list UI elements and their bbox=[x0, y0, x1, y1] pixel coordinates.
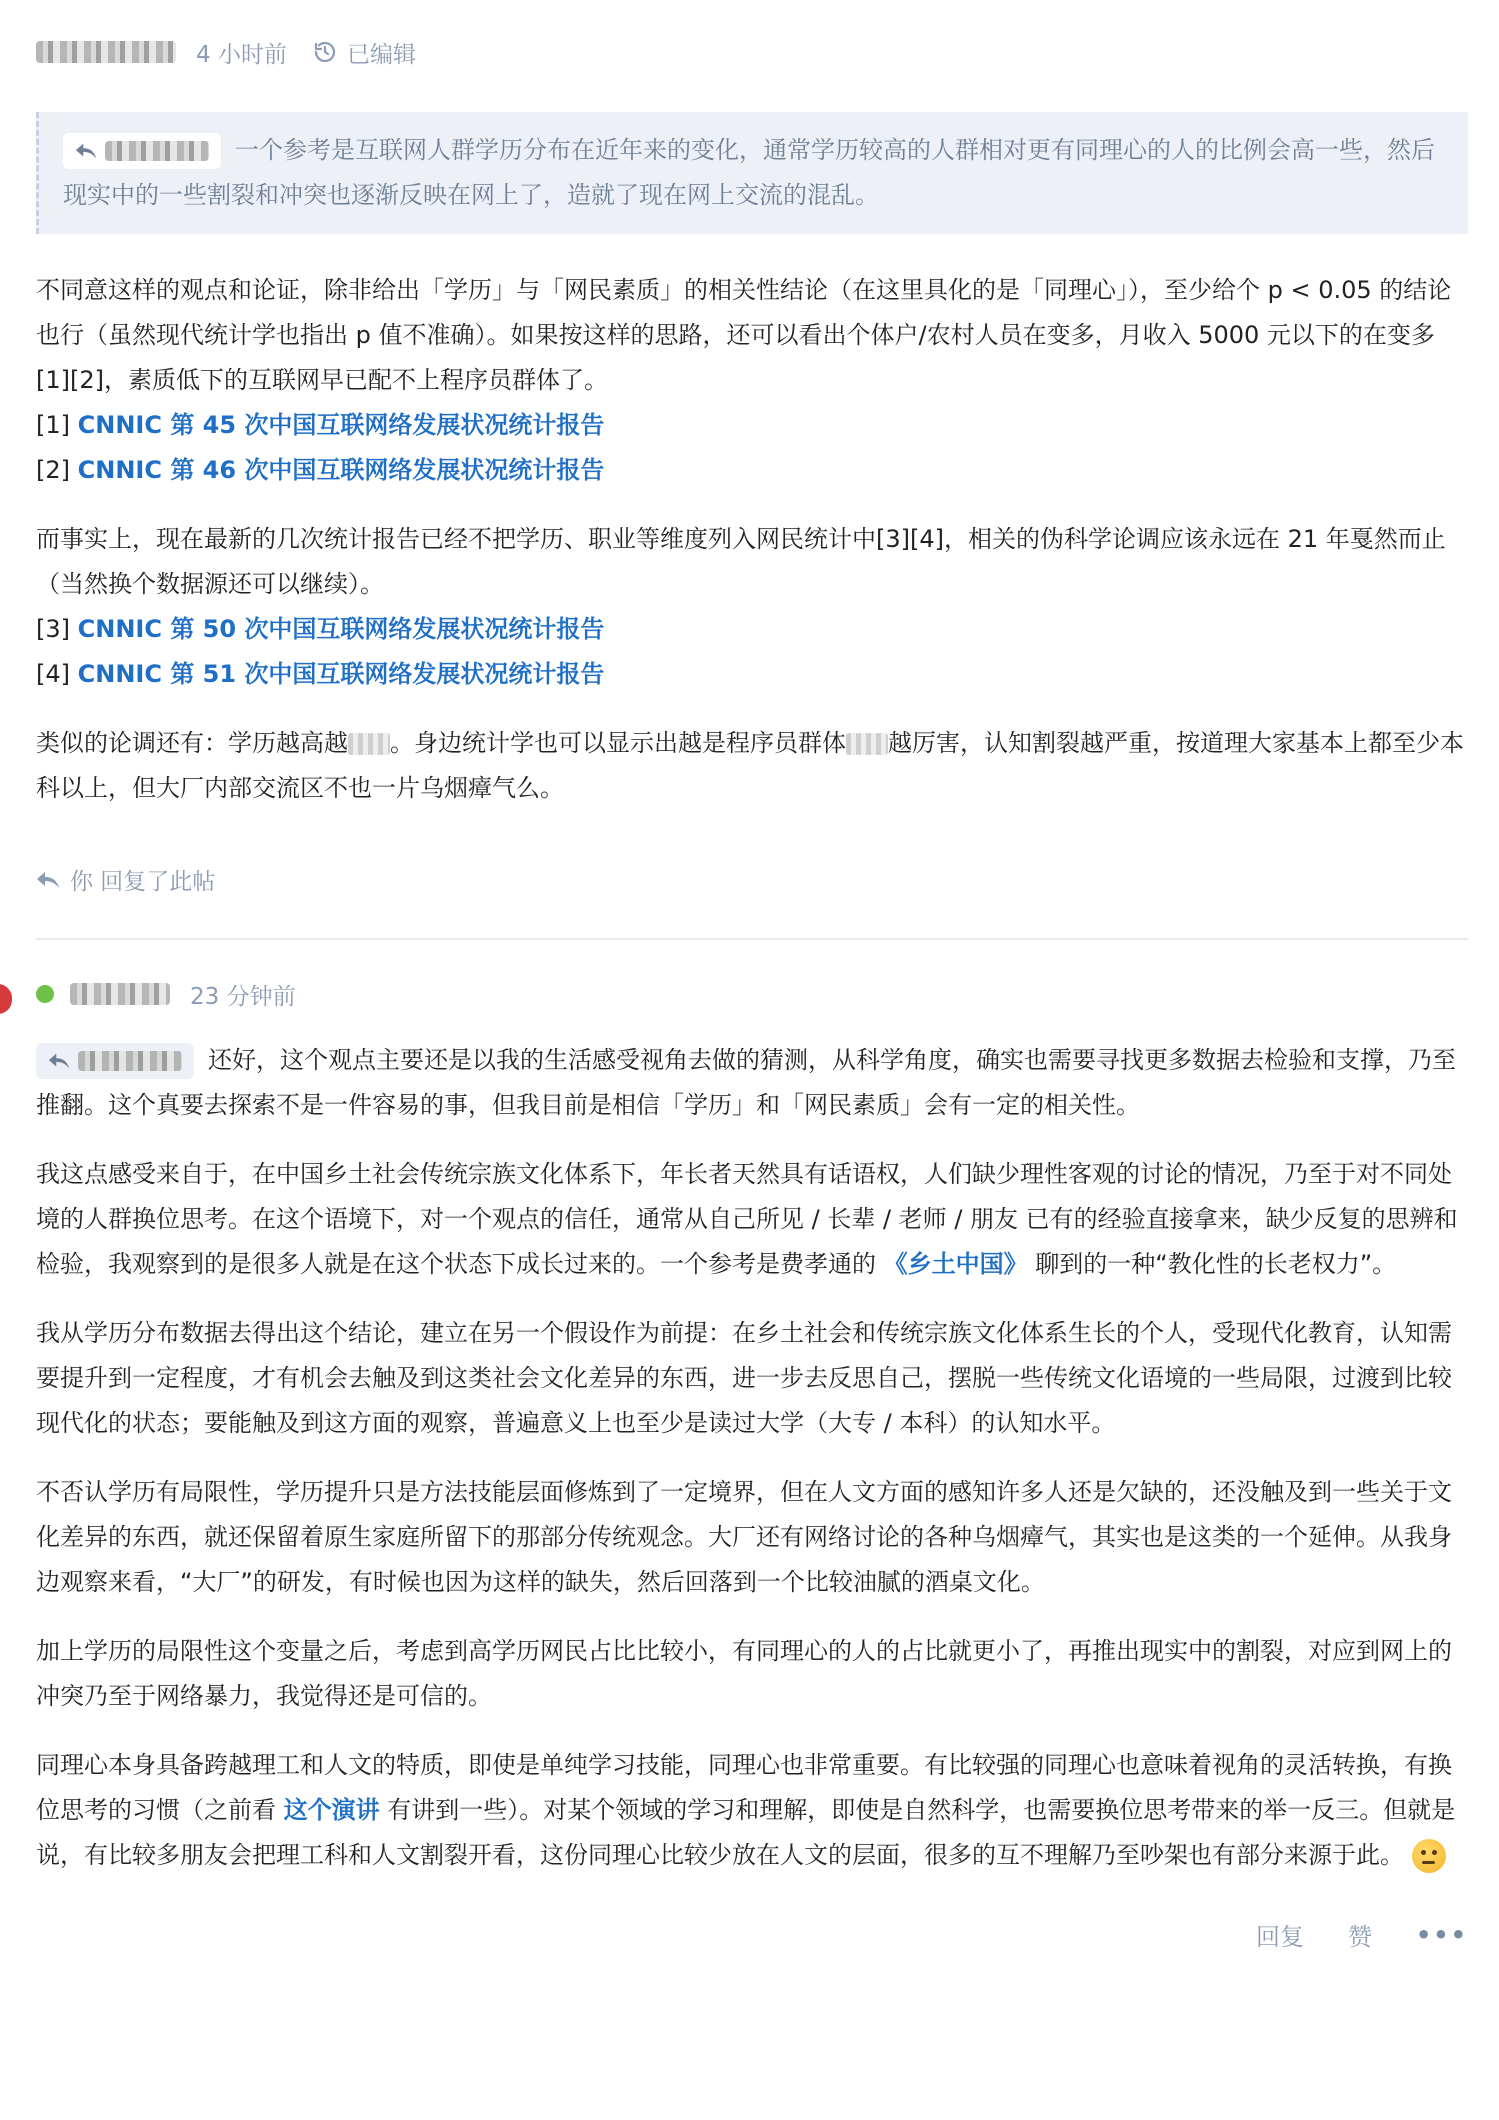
post-body bbox=[36, 268, 1468, 811]
paragraph: 不同意这样的观点和论证，除非给出「学历」与「网民素质」的相关性结论（在这里具化的是「同理心」），至少给个 p < 0.05 的结论也行（虽然现代统计学也指出 p 值不准确）。如果按这样的思路，还可以看出个体户/农村人员在变多，月收入 5000 元以下的在变多[1][2]，素质低下的互联网早已配不上程序员群体了。 bbox=[36, 276, 1452, 394]
paragraph: 不否认学历有局限性，学历提升只是方法技能层面修炼到了一定境界，但在人文方面的感知许多人还是欠缺的，还没触及到一些关于文化差异的东西，就还保留着原生家庭所留下的那部分传统观念。大厂还有网络讨论的各种乌烟瘴气，其实也是这类的一个延伸。从我身边观察来看，“大厂”的研发，有时候也因为这样的缺失，然后回落到一个比较油腻的酒桌文化。 bbox=[36, 1478, 1452, 1596]
reference-link[interactable]: CNNIC 第 50 次中国互联网络发展状况统计报告 bbox=[77, 615, 605, 643]
post-meta bbox=[36, 972, 1468, 1016]
edited-label: 已编辑 bbox=[346, 41, 416, 68]
paragraph: 还好，这个观点主要还是以我的生活感受视角去做的猜测，从科学角度，确实也需要寻找更多数据去检验和支撑，乃至推翻。这个真要去探索不是一件容易的事，但我目前是相信「学历」和「网民素质」会有一定的相关性。 bbox=[36, 1038, 1468, 1128]
reference-link[interactable]: CNNIC 第 45 次中国互联网络发展状况统计报告 bbox=[77, 411, 605, 439]
thinking-face-emoji bbox=[1412, 1839, 1446, 1873]
reference-link[interactable]: CNNIC 第 51 次中国互联网络发展状况统计报告 bbox=[77, 660, 605, 688]
username-blurred[interactable] bbox=[36, 41, 176, 63]
more-options-button[interactable]: ••• bbox=[1415, 1920, 1468, 1949]
blurred-word bbox=[348, 733, 390, 755]
post-actions bbox=[1212, 1917, 1468, 1952]
you-replied-note[interactable] bbox=[36, 863, 1468, 896]
paragraph: 同理心本身具备跨越理工和人文的特质，即使是单纯学习技能，同理心也非常重要。有比较强的同理心也意味着视角的灵活转换，有换位思考的习惯（之前看 这个演讲 有讲到一些）。对某个领域的学习和理解，即使是自然科学，也需要换位思考带来的举一反三。但就是说，有比较多朋友会把理工科和人文割裂开看，这份同理心比较少放在人文的层面，很多的互不理解乃至吵架也有部分来源于此。 bbox=[36, 1743, 1468, 1878]
reply-arrow-icon bbox=[75, 141, 97, 161]
you-replied-label: 你 回复了此帖 bbox=[70, 869, 216, 895]
paragraph: 加上学历的局限性这个变量之后，考虑到高学历网民占比比较小，有同理心的人的占比就更小了，再推出现实中的割裂，对应到网上的冲突乃至于网络暴力，我觉得还是可信的。 bbox=[36, 1637, 1452, 1710]
post-body bbox=[36, 1038, 1468, 1878]
quote-author-chip[interactable] bbox=[63, 133, 221, 169]
quoted-reply bbox=[36, 112, 1468, 234]
post-divider bbox=[36, 938, 1468, 940]
book-link[interactable]: 《乡土中国》 bbox=[883, 1250, 1028, 1278]
reference-line: [3] CNNIC 第 50 次中国互联网络发展状况统计报告 bbox=[36, 615, 605, 643]
reply-arrow-icon bbox=[36, 870, 60, 890]
post-time[interactable]: 4 小时前 bbox=[196, 41, 287, 68]
reply-to-chip[interactable] bbox=[36, 1043, 194, 1079]
reference-link[interactable]: CNNIC 第 46 次中国互联网络发展状况统计报告 bbox=[77, 456, 605, 484]
edited-indicator[interactable] bbox=[313, 36, 416, 69]
talk-link[interactable]: 这个演讲 bbox=[283, 1796, 380, 1824]
like-button[interactable]: 赞 bbox=[1347, 1923, 1372, 1951]
blurred-word bbox=[846, 733, 888, 755]
reference-line: [1] CNNIC 第 45 次中国互联网络发展状况统计报告 bbox=[36, 411, 605, 439]
post-time[interactable]: 23 分钟前 bbox=[190, 983, 296, 1010]
reply-button[interactable]: 回复 bbox=[1255, 1923, 1304, 1951]
reference-line: [4] CNNIC 第 51 次中国互联网络发展状况统计报告 bbox=[36, 660, 605, 688]
paragraph: 我这点感受来自于，在中国乡土社会传统宗族文化体系下，年长者天然具有话语权，人们缺少理性客观的讨论的情况，乃至于对不同处境的人群换位思考。在这个语境下，对一个观点的信任，通常从自己所见 / 长辈 / 老师 / 朋友 已有的经验直接拿来，缺少反复的思辨和检验，我观察到的是很多人就是在这个状态下成长过来的。一个参考是费孝通的 《乡土中国》 聊到的一种“教化性的长老权力”。 bbox=[36, 1160, 1458, 1278]
paragraph: 我从学历分布数据去得出这个结论，建立在另一个假设作为前提：在乡土社会和传统宗族文化体系生长的个人，受现代化教育，认知需要提升到一定程度，才有机会去触及到这类社会文化差异的东西，进一步去反思自己，摆脱一些传统文化语境的一些局限，过渡到比较现代化的状态；要能触及到这方面的观察，普遍意义上也至少是读过大学（大专 / 本科）的认知水平。 bbox=[36, 1319, 1452, 1437]
post-1 bbox=[36, 30, 1468, 896]
quote-text: 一个参考是互联网人群学历分布在近年来的变化，通常学历较高的人群相对更有同理心的人的比例会高一些，然后现实中的一些割裂和冲突也逐渐反映在网上了，造就了现在网上交流的混乱。 bbox=[63, 136, 1435, 209]
reply-to-user-blurred bbox=[78, 1051, 182, 1071]
post-meta bbox=[36, 30, 1468, 74]
reply-arrow-icon bbox=[48, 1051, 70, 1071]
quote-author-blurred bbox=[105, 141, 209, 161]
username-blurred[interactable] bbox=[70, 983, 170, 1005]
paragraph: 而事实上，现在最新的几次统计报告已经不把学历、职业等维度列入网民统计中[3][4]，相关的伪科学论调应该永远在 21 年戛然而止（当然换个数据源还可以继续）。 bbox=[36, 525, 1446, 598]
post-2 bbox=[36, 972, 1468, 1951]
online-status-dot bbox=[36, 985, 54, 1003]
unread-marker bbox=[0, 984, 12, 1014]
reference-line: [2] CNNIC 第 46 次中国互联网络发展状况统计报告 bbox=[36, 456, 605, 484]
history-icon bbox=[313, 40, 337, 64]
paragraph: 类似的论调还有：学历越高越 。身边统计学也可以显示出越是程序员群体 越厉害，认知割裂越严重，按道理大家基本上都至少本科以上，但大厂内部交流区不也一片乌烟瘴气么。 bbox=[36, 729, 1464, 802]
